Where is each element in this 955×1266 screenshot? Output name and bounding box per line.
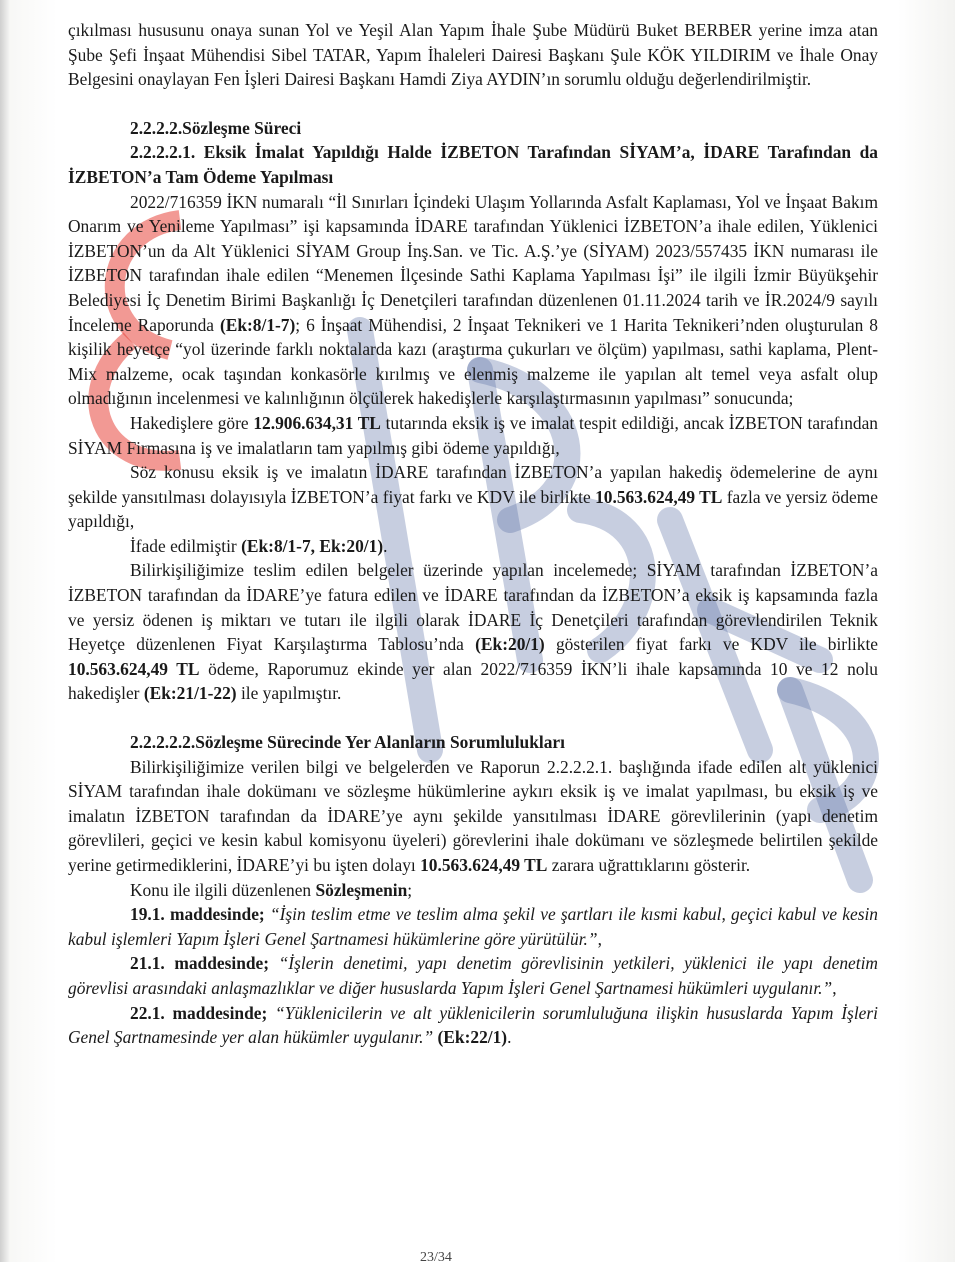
paragraph-responsibility: çıkılması hususunu onaya sunan Yol ve Yeşil Alan Yapım İhale Şube Müdürü Buket BERBER yerine imza atan Şube Şefi İnşaat Mühendisi Sibel TATAR, Yapım İhaleleri Dairesi Başkanı Şule KÖK YILDIRIM ve İhale Onay Belgesini onaylayan Fen İşleri Dairesi Başkanı Hamdi Ziya AYDIN’ın sorumlu olduğu değerlendirilmiştir. xyxy=(68,20,878,90)
article-19-1: 19.1. maddesinde; “İşin teslim etme ve teslim alma şekil ve şartları ile kısmi kabul, geçici kabul ve kesin kabul işlemleri Yapım İşleri Genel Şartnamesi hükümlerine göre yürütülür.”, xyxy=(68,904,878,949)
paragraph-inspection: 2022/716359 İKN numaralı “İl Sınırları İçindeki Ulaşım Yollarında Asfalt Kaplaması, Yol ve İnşaat Bakım Onarım ve Yenileme Yapılması” işi kapsamında İDARE tarafından Yüklenici İZBETON’a ihale edilen, Yüklenici İZBETON’un da Alt Yüklenici SİYAM Group İnş.San. ve Tic. A.Ş.’ye (SİYAM) 2023/557435 İKN numarası ile İZBETON tarafından ihale edilen “Menemen İlçesinde Sathi Kaplama Yapılması İşi” ile ilgili İzmir Büyükşehir Belediyesi İç Denetim Birimi Başkanlığı İç Denetçileri tarafından düzenlenen 01.11.2024 tarih ve İR.2024/9 sayılı İnceleme Raporunda (Ek:8/1-7); 6 İnşaat Mühendisi, 2 İnşaat Teknikeri ve 1 Harita Teknikeri’nden oluşturulan 8 kişilik heyetçe “yol üzerinde farklı noktalarda kazı (araştırma çukurları ve ölçüm) yapılması, sathi kaplama, Plent-Mix malzeme, ocak taşından konkasörle kırılmış ve elenmiş malzeme ile yapılan alt temel veya asfalt olup olmadığının incelenmesi ve kalınlığının ölçülerek hakedişlerle karşılaştırmasının yapılması” sonucunda; xyxy=(68,191,878,409)
article-21-1: 21.1. maddesinde; “İşlerin denetimi, yapı denetim görevlisinin yetkileri, yüklenici ile yapı denetim görevlisi arasındaki anlaşmazlıklar ve diğer hususlarda Yapım İşleri Genel Şartnamesi hükümleri uygulanır.”, xyxy=(68,953,878,998)
paragraph-stated: İfade edilmiştir (Ek:8/1-7, Ek:20/1). xyxy=(130,535,388,556)
ref-ek-22: (Ek:22/1) xyxy=(437,1027,508,1048)
ref-ek-21: (Ek:21/1-22) xyxy=(143,683,237,704)
article-22-1: 22.1. maddesinde; “Yüklenicilerin ve alt yüklenicilerin sorumluluğuna ilişkin hususlarda Yapım İşleri Genel Şartnamesinde yer alan hükümler uygulanır.” (Ek:22/1). xyxy=(68,1002,878,1048)
paragraph-overpayment: Söz konusu eksik iş ve imalatın İDARE tarafından İZBETON’a yapılan hakediş ödemelerine de aynı şekilde yansıtılması dolayısıyla İZBETON’a fiyat farkı ve KDV ile birlikte 10.563.624,49 TL fazla ve yersiz ödeme yapıldığı, xyxy=(68,462,878,532)
amount-payment: 10.563.624,49 TL xyxy=(68,658,200,679)
ref-ek-8-20: (Ek:8/1-7, Ek:20/1) xyxy=(241,535,384,556)
page-number: 23/34 xyxy=(420,1250,452,1265)
paragraph-responsibilities: Bilirkişiliğimize verilen bilgi ve belgelerden ve Raporun 2.2.2.2.1. başlığında ifade edilen alt yüklenici SİYAM tarafından ihale dokümanı ve sözleşme hükümlerine aykırı eksik iş ve imalat yapılması, bu eksik iş ve imalatın İZBETON tarafından da İDARE’ye aynı şekilde yansıtılması İDARE görevlilerinin (yapı denetim görevlileri, geçici ve kesin kabul komisyonu üyeleri) görevlerini ihale dokümanı ve sözleşmede belirtilen şekilde yerine getirmediklerini, İDARE’yi bu işten dolayı 10.563.624,49 TL zarara uğrattıklarını gösterir. xyxy=(68,756,878,875)
heading-2-2-2-2-2: 2.2.2.2.2.Sözleşme Sürecinde Yer Alanların Sorumlulukları xyxy=(130,732,565,753)
heading-2-2-2-2: 2.2.2.2.Sözleşme Süreci xyxy=(130,117,302,138)
paragraph-contract: Konu ile ilgili düzenlenen Sözleşmenin; xyxy=(130,879,413,900)
amount-loss: 10.563.624,49 TL xyxy=(420,855,548,875)
heading-2-2-2-2-1: 2.2.2.2.1. Eksik İmalat Yapıldığı Halde İZBETON Tarafından SİYAM’a, İDARE Tarafından da İZBETON’a Tam Ödeme Yapılması xyxy=(68,142,878,187)
paragraph-examination: Bilirkişiliğimize teslim edilen belgeler üzerinde yapılan incelemede; SİYAM tarafından İZBETON’a İZBETON tarafından da İDARE’ye fatura edilen ve İDARE tarafından da İZBETON’a eksik iş kapsamında fazla ve yersiz ödenen iş miktarı ve tutarı ile ilgili olarak İDARE İç Denetçileri tarafından görevlendirilen Teknik Heyetçe düzenlenen Fiyat Karşılaştırma Tablosu’nda (Ek:20/1) gösterilen fiyat farkı ve KDV ile birlikte 10.563.624,49 TL ödeme, Raporumuz ekinde yer alan 2022/716359 İKN’li ihale kapsamında 10 ve 12 nolu hakedişler (Ek:21/1-22) ile yapılmıştır. xyxy=(68,560,878,704)
document-body xyxy=(68,18,878,1050)
ref-ek-8: (Ek:8/1-7) xyxy=(219,314,296,335)
amount-overpayment: 10.563.624,49 TL xyxy=(595,486,723,507)
amount-missing-work: 12.906.634,31 TL xyxy=(253,412,381,433)
ref-ek-20: (Ek:20/1) xyxy=(475,634,545,655)
paragraph-missing-work: Hakedişlere göre 12.906.634,31 TL tutarında eksik iş ve imalat tespit edildiği, ancak İZBETON tarafından SİYAM Firmasına iş ve imalatların tam yapılmış gibi ödeme yapıldığı, xyxy=(68,412,878,458)
page-shadow xyxy=(0,0,10,1262)
